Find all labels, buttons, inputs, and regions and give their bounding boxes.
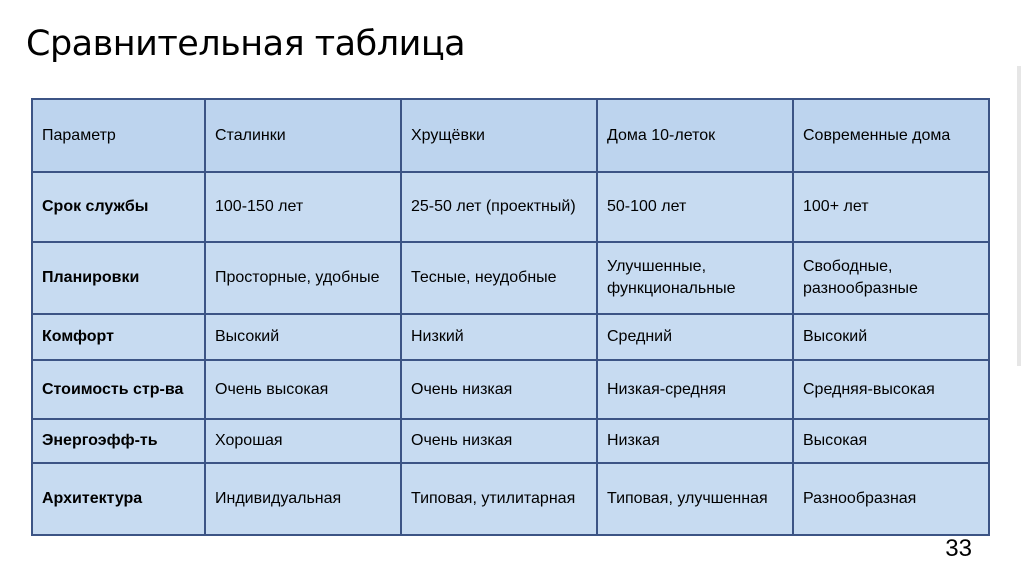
scrollbar[interactable] bbox=[1011, 0, 1023, 574]
table-row bbox=[32, 172, 989, 242]
table-cell: Индивидуальная bbox=[205, 463, 401, 535]
header-cell-stalinki: Сталинки bbox=[205, 99, 401, 172]
table-cell: Высокий bbox=[793, 314, 989, 360]
table-cell: Низкая-средняя bbox=[597, 360, 793, 419]
comparison-table bbox=[31, 98, 990, 536]
table-cell: 25-50 лет (проектный) bbox=[401, 172, 597, 242]
table-cell: Очень низкая bbox=[401, 419, 597, 463]
table-row bbox=[32, 463, 989, 535]
row-parameter: Стоимость стр-ва bbox=[32, 360, 205, 419]
table-cell: Низкий bbox=[401, 314, 597, 360]
table-row bbox=[32, 314, 989, 360]
table-cell: Низкая bbox=[597, 419, 793, 463]
table-cell: Средний bbox=[597, 314, 793, 360]
table-cell: Высокий bbox=[205, 314, 401, 360]
header-cell-khrushchyovki: Хрущёвки bbox=[401, 99, 597, 172]
table-cell: Улучшенные, функциональные bbox=[597, 242, 793, 314]
table-cell: Просторные, удобные bbox=[205, 242, 401, 314]
row-parameter: Комфорт bbox=[32, 314, 205, 360]
table-cell: Средняя-высокая bbox=[793, 360, 989, 419]
header-cell-modern: Современные дома bbox=[793, 99, 989, 172]
header-cell-10-letok: Дома 10-леток bbox=[597, 99, 793, 172]
table-cell: Свободные, разнообразные bbox=[793, 242, 989, 314]
table-cell: 50-100 лет bbox=[597, 172, 793, 242]
page-title: Сравнительная таблица bbox=[26, 24, 466, 64]
row-parameter: Архитектура bbox=[32, 463, 205, 535]
table-cell: Тесные, неудобные bbox=[401, 242, 597, 314]
table-row bbox=[32, 419, 989, 463]
table-row bbox=[32, 360, 989, 419]
table-cell: 100+ лет bbox=[793, 172, 989, 242]
table-cell: Типовая, утилитарная bbox=[401, 463, 597, 535]
scrollbar-thumb[interactable] bbox=[1017, 66, 1021, 366]
row-parameter: Энергоэфф-ть bbox=[32, 419, 205, 463]
table-cell: Хорошая bbox=[205, 419, 401, 463]
table-cell: Очень низкая bbox=[401, 360, 597, 419]
table-header-row bbox=[32, 99, 989, 172]
table-row bbox=[32, 242, 989, 314]
table-cell: Высокая bbox=[793, 419, 989, 463]
table-cell: Разнообразная bbox=[793, 463, 989, 535]
row-parameter: Срок службы bbox=[32, 172, 205, 242]
table-cell: Очень высокая bbox=[205, 360, 401, 419]
header-cell-parameter: Параметр bbox=[32, 99, 205, 172]
table-cell: Типовая, улучшенная bbox=[597, 463, 793, 535]
page-number: 33 bbox=[945, 535, 972, 562]
table-cell: 100-150 лет bbox=[205, 172, 401, 242]
row-parameter: Планировки bbox=[32, 242, 205, 314]
